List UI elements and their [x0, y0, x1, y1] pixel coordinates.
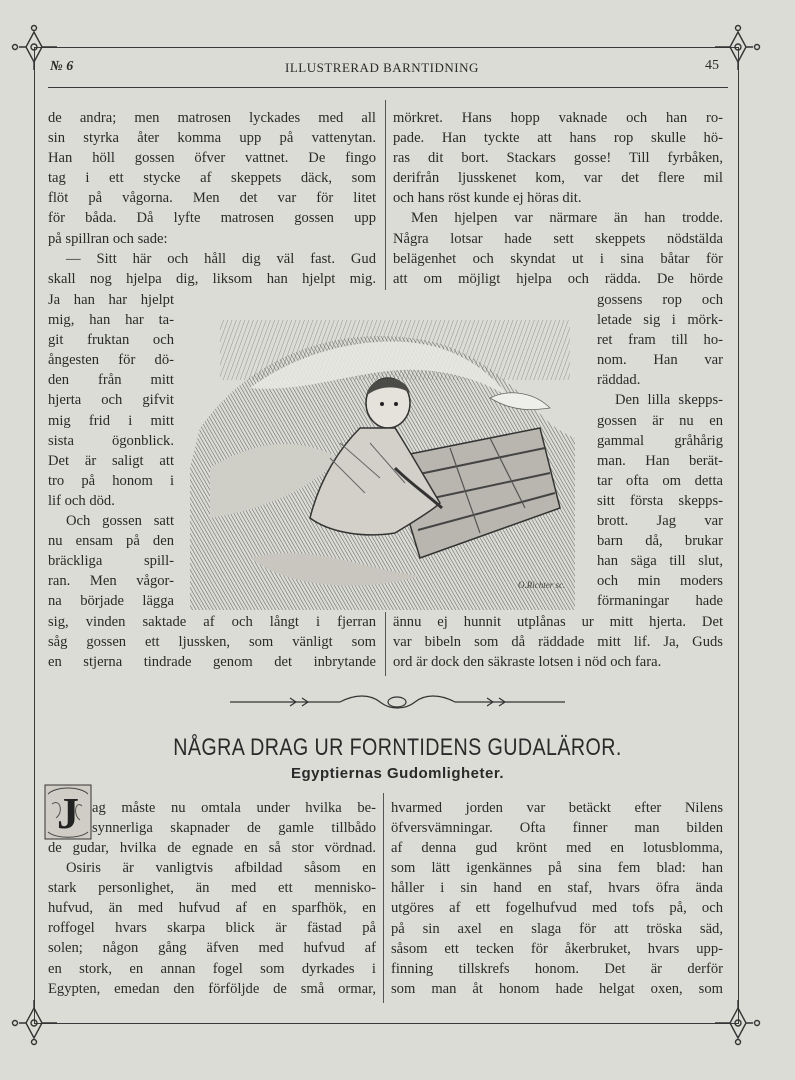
text-line: ran. Men vågor- [48, 573, 174, 590]
column-rule [385, 612, 386, 676]
corner-ornament-icon [11, 1000, 57, 1046]
text-line: och hans röst kunde ej höras dit. [393, 190, 582, 207]
corner-ornament-icon [715, 24, 761, 70]
text-line: Några lotsar hade sett skeppets nödstälda [393, 230, 723, 247]
text-line: ras dit bort. Stackars gosse! Till fyrbåken, [393, 150, 723, 167]
article-right-column [391, 798, 723, 999]
illustration-signature: O.Richter sc. [518, 580, 566, 590]
text-line: Men hjelpen var närmare än han trodde. [411, 210, 723, 227]
text-line: gossens rop och [597, 292, 723, 308]
text-line: Det är saligt att [48, 452, 174, 469]
text-line: ret fram till ho- [597, 332, 723, 349]
article-left-column [48, 838, 376, 999]
text-line: barn då, brukar [597, 533, 723, 550]
column-rule [383, 793, 384, 1003]
text-line: utgöres af ett fogelhufvud med tofs på, och [391, 900, 723, 917]
publication-name: ILLUSTRERAD BARNTIDNING [285, 60, 479, 75]
text-line: synnerliga skapnader de gamle tillbådo [92, 820, 376, 837]
text-line: lif och död. [48, 492, 115, 509]
text-line: räddad. [597, 372, 641, 389]
text-line: sista ögonblick. [48, 432, 174, 449]
article-left-first [92, 798, 376, 838]
header-rule [48, 87, 728, 88]
corner-ornament-icon [715, 1000, 761, 1046]
text-line: af denna gud krönt med en lotusblomma, [391, 840, 723, 857]
text-line: ännu ej hunnit utplånas ur mitt hjerta. Det [393, 614, 723, 630]
article-title: NÅGRA DRAG UR FORNTIDENS GUDALÄROR. [173, 734, 622, 761]
text-line: bräckliga spill- [48, 553, 174, 570]
text-line: hvarmed jorden var betäckt efter Nilens [391, 800, 723, 816]
text-line: såg gossen ett ljussken, som vänligt som [48, 634, 376, 651]
text-line: — Sitt här och håll dig väl fast. Gud [66, 250, 376, 267]
text-line: brott. Jag var [597, 513, 723, 530]
column-rule [385, 100, 386, 290]
frame-right-rule [738, 47, 739, 1023]
text-line: mig, han har ta- [48, 312, 174, 329]
text-line: Den lilla skepps- [615, 392, 723, 409]
text-line: gammal gråhårig [597, 432, 723, 449]
story-left-bottom [48, 612, 376, 672]
text-line: tar ofta om detta [597, 472, 723, 489]
text-line: nu ensam på den [48, 533, 174, 550]
text-line: tag i ett stycke af skeppets däck, som [48, 170, 376, 187]
text-line: att om möjligt hjelpa och rädda. De hörde [393, 270, 723, 287]
frame-left-rule [34, 47, 35, 1023]
text-line: solen; någon gång äfven med hufvud af [48, 940, 376, 957]
text-line: belägenhet och skyndat ut i sina båtar för [393, 250, 723, 267]
issue-number: № 6 [50, 59, 74, 74]
text-line: skall nog hjelpa dig, liksom han hjelpt mig. [48, 270, 376, 287]
text-line: derifrån ljusskenet kom, var det flere mil [393, 170, 723, 187]
text-line: flöt på vågorna. Men det var för litet [48, 190, 376, 207]
story-right-top [393, 108, 723, 289]
text-line: som man åt honom hade helgat oxen, som [391, 980, 723, 997]
frame-top-rule [34, 47, 739, 48]
text-line: han säga till slut, [597, 553, 723, 570]
text-line: hjerta och gifvit [48, 392, 174, 409]
text-line: såsom ett tecken för åkerbruket, hvars upp- [391, 940, 723, 957]
text-line: ångesten för dö- [48, 352, 174, 369]
dropcap-ornament-icon [44, 784, 92, 840]
text-line: Osiris är vanligtvis afbildad såsom en [66, 860, 376, 877]
text-line: Han höll gossen öfver vattnet. De fingo [48, 150, 376, 167]
text-line: mig frid i mitt [48, 412, 174, 429]
text-line: mörkret. Hans hopp vaknade och han ro- [393, 110, 723, 126]
frame-bottom-rule [34, 1023, 739, 1024]
text-line: man. Han berät- [597, 452, 723, 469]
text-line: ord är dock den säkraste lotsen i nöd och fara. [393, 654, 662, 671]
story-right-narrow [597, 290, 723, 612]
text-line: de gudar, hvilka de egnade en så stor vördnad. [48, 840, 376, 856]
text-line: förmaningar hade [597, 593, 723, 610]
text-line: stark personlighet, än med ett mennisko- [48, 880, 376, 897]
text-line: gossen är nu en [597, 412, 723, 429]
text-line: Egypten, emedan den förföljde de små ormar, [48, 980, 376, 997]
text-line: sig, vinden saktade af och långt i fjerran [48, 614, 376, 630]
text-line: pade. Han tyckte att hans rop skulle hö- [393, 130, 723, 147]
text-line: en stjerna tindrade genom det inbrytande [48, 654, 376, 671]
text-line: för båda. Då lyfte matrosen gossen upp [48, 210, 376, 227]
text-line: tro på honom i [48, 472, 174, 489]
shipwreck-illustration [190, 318, 585, 610]
text-line: sitt första skepps- [597, 492, 723, 509]
text-line: som lätt igenkännes på sina fem blad: han [391, 860, 723, 877]
article-subtitle: Egyptiernas Gudomligheter. [290, 765, 505, 782]
text-line: på sin axel en slaga för att tröska säd, [391, 920, 723, 937]
text-line: hufvud, än med hufvud af en sparfhök, en [48, 900, 376, 917]
text-line: roffogel hvars skarpa blick är fästad på [48, 920, 376, 937]
text-line: Ja han har hjelpt [48, 292, 174, 308]
story-right-bottom [393, 612, 723, 672]
text-line: på spillran och sade: [48, 230, 168, 247]
text-line: och min moders [597, 573, 723, 590]
text-line: nom. Han var [597, 352, 723, 369]
divider-ornament-icon [230, 692, 565, 712]
text-line: håller i sin hand en staf, hvars öfra ända [391, 880, 723, 897]
text-line: git fruktan och [48, 332, 174, 349]
text-line: var bibeln som då räddade mitt lif. Ja, Guds [393, 634, 723, 651]
text-line: letade sig i mörk- [597, 312, 723, 329]
text-line: Och gossen satt [66, 513, 174, 530]
text-line: sin styrka åter komma upp på vattenytan. [48, 130, 376, 147]
text-line: ag måste nu omtala under hvilka be- [92, 800, 376, 816]
text-line: de andra; men matrosen lyckades med all [48, 110, 376, 126]
text-line: finning tillskrefs honom. Det är derför [391, 960, 723, 977]
story-left-narrow [48, 290, 174, 612]
text-line: en stork, en annan fogel som dyrkades i [48, 960, 376, 977]
text-line: den från mitt [48, 372, 174, 389]
text-line: na började lägga [48, 593, 174, 610]
dropcap-letter: J [57, 789, 79, 838]
story-left-top [48, 108, 376, 289]
text-line: öfversvämningar. Ofta finner man bilden [391, 820, 723, 837]
page-number: 45 [705, 58, 719, 73]
